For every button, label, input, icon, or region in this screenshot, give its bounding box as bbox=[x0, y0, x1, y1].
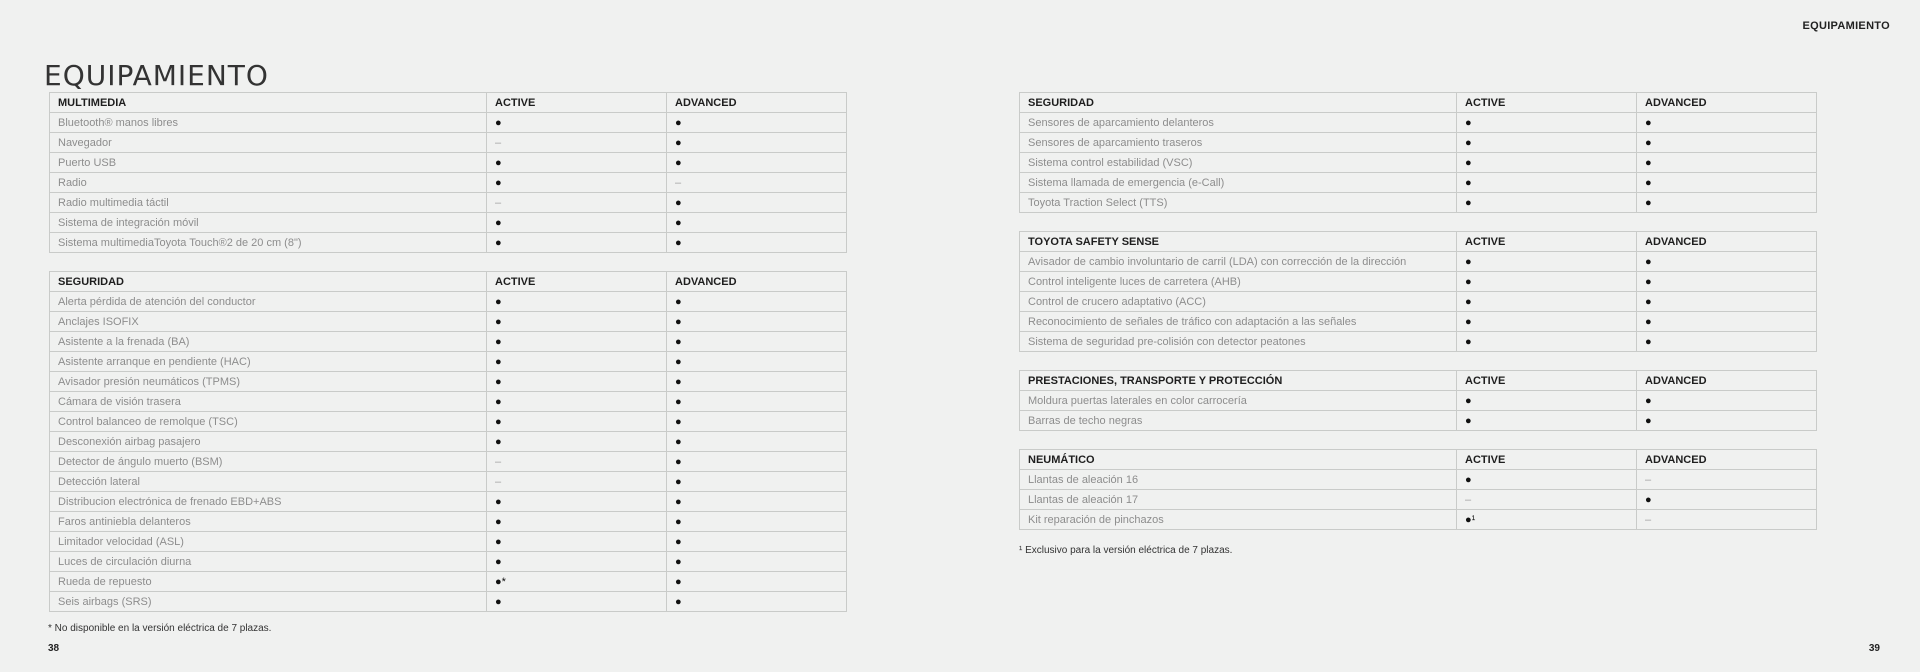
equipment-table bbox=[1019, 92, 1817, 213]
table-row bbox=[50, 452, 847, 472]
feature-name: Detección lateral bbox=[50, 472, 487, 492]
table-row bbox=[50, 213, 847, 233]
table-section-header: SEGURIDAD bbox=[50, 272, 487, 292]
table-row bbox=[1020, 490, 1817, 510]
table-column-header: ADVANCED bbox=[1637, 450, 1817, 470]
feature-name: Seis airbags (SRS) bbox=[50, 592, 487, 612]
active-availability: ● bbox=[487, 213, 667, 233]
feature-name: Avisador presión neumáticos (TPMS) bbox=[50, 372, 487, 392]
table-row bbox=[1020, 391, 1817, 411]
feature-name: Sistema llamada de emergencia (e-Call) bbox=[1020, 173, 1457, 193]
feature-name: Kit reparación de pinchazos bbox=[1020, 510, 1457, 530]
feature-name: Faros antiniebla delanteros bbox=[50, 512, 487, 532]
feature-name: Asistente arranque en pendiente (HAC) bbox=[50, 352, 487, 372]
feature-name: Toyota Traction Select (TTS) bbox=[1020, 193, 1457, 213]
advanced-availability: ● bbox=[1637, 133, 1817, 153]
feature-name: Control balanceo de remolque (TSC) bbox=[50, 412, 487, 432]
active-availability: ● bbox=[487, 432, 667, 452]
active-availability: – bbox=[487, 133, 667, 153]
active-availability: ● bbox=[1457, 292, 1637, 312]
active-availability: ● bbox=[1457, 332, 1637, 352]
active-availability: ●¹ bbox=[1457, 510, 1637, 530]
active-availability: – bbox=[487, 452, 667, 472]
advanced-availability: ● bbox=[667, 592, 847, 612]
advanced-availability: ● bbox=[667, 133, 847, 153]
advanced-availability: ● bbox=[667, 452, 847, 472]
feature-name: Navegador bbox=[50, 133, 487, 153]
advanced-availability: ● bbox=[667, 193, 847, 213]
table-row bbox=[50, 492, 847, 512]
active-availability: ● bbox=[487, 372, 667, 392]
table-section-header: TOYOTA SAFETY SENSE bbox=[1020, 232, 1457, 252]
equipment-table bbox=[49, 92, 847, 253]
advanced-availability: – bbox=[1637, 510, 1817, 530]
feature-name: Control inteligente luces de carretera (AHB) bbox=[1020, 272, 1457, 292]
advanced-availability: ● bbox=[1637, 193, 1817, 213]
active-availability: ● bbox=[1457, 173, 1637, 193]
active-availability: ● bbox=[487, 512, 667, 532]
advanced-availability: ● bbox=[1637, 490, 1817, 510]
feature-name: Sensores de aparcamiento delanteros bbox=[1020, 113, 1457, 133]
table-column-header: ADVANCED bbox=[1637, 371, 1817, 391]
table-row bbox=[50, 193, 847, 213]
table-column-header: ACTIVE bbox=[1457, 450, 1637, 470]
table-section-header: SEGURIDAD bbox=[1020, 93, 1457, 113]
active-availability: ● bbox=[487, 532, 667, 552]
table-column-header: ADVANCED bbox=[667, 93, 847, 113]
active-availability: ● bbox=[487, 233, 667, 253]
left-page-tables bbox=[49, 92, 846, 630]
active-availability: ● bbox=[487, 332, 667, 352]
table-header-row bbox=[1020, 450, 1817, 470]
feature-name: Radio bbox=[50, 173, 487, 193]
table-row bbox=[50, 392, 847, 412]
active-availability: ● bbox=[487, 552, 667, 572]
table-section-header: NEUMÁTICO bbox=[1020, 450, 1457, 470]
feature-name: Desconexión airbag pasajero bbox=[50, 432, 487, 452]
table-row bbox=[50, 113, 847, 133]
active-availability: ● bbox=[1457, 153, 1637, 173]
table-header-row bbox=[1020, 232, 1817, 252]
page-number-right: 39 bbox=[1868, 643, 1880, 654]
advanced-availability: ● bbox=[667, 312, 847, 332]
advanced-availability: ● bbox=[1637, 173, 1817, 193]
table-row bbox=[50, 233, 847, 253]
active-availability: ●* bbox=[487, 572, 667, 592]
advanced-availability: ● bbox=[1637, 153, 1817, 173]
section-label: EQUIPAMIENTO bbox=[1802, 20, 1890, 32]
active-availability: ● bbox=[1457, 272, 1637, 292]
advanced-availability: ● bbox=[667, 153, 847, 173]
equipment-table bbox=[1019, 231, 1817, 352]
equipment-table bbox=[49, 271, 847, 612]
active-availability: ● bbox=[487, 412, 667, 432]
table-row bbox=[50, 592, 847, 612]
table-header-row bbox=[1020, 371, 1817, 391]
active-availability: ● bbox=[487, 312, 667, 332]
active-availability: ● bbox=[1457, 193, 1637, 213]
table-row bbox=[50, 572, 847, 592]
table-row bbox=[50, 372, 847, 392]
table-section-header: MULTIMEDIA bbox=[50, 93, 487, 113]
advanced-availability: ● bbox=[667, 213, 847, 233]
table-row bbox=[50, 332, 847, 352]
advanced-availability: ● bbox=[1637, 312, 1817, 332]
table-row bbox=[1020, 411, 1817, 431]
advanced-availability: ● bbox=[667, 332, 847, 352]
table-row bbox=[1020, 153, 1817, 173]
feature-name: Sistema control estabilidad (VSC) bbox=[1020, 153, 1457, 173]
feature-name: Rueda de repuesto bbox=[50, 572, 487, 592]
active-availability: – bbox=[487, 472, 667, 492]
table-row bbox=[50, 552, 847, 572]
table-header-row bbox=[1020, 93, 1817, 113]
feature-name: Cámara de visión trasera bbox=[50, 392, 487, 412]
advanced-availability: ● bbox=[667, 472, 847, 492]
table-column-header: ACTIVE bbox=[1457, 371, 1637, 391]
feature-name: Llantas de aleación 16 bbox=[1020, 470, 1457, 490]
active-availability: ● bbox=[1457, 411, 1637, 431]
active-availability: ● bbox=[487, 592, 667, 612]
advanced-availability: ● bbox=[1637, 292, 1817, 312]
active-availability: ● bbox=[1457, 312, 1637, 332]
equipment-table bbox=[1019, 370, 1817, 431]
table-column-header: ACTIVE bbox=[1457, 93, 1637, 113]
feature-name: Sistema de integración móvil bbox=[50, 213, 487, 233]
advanced-availability: ● bbox=[1637, 252, 1817, 272]
active-availability: ● bbox=[1457, 252, 1637, 272]
table-row bbox=[50, 133, 847, 153]
active-availability: ● bbox=[1457, 391, 1637, 411]
feature-name: Barras de techo negras bbox=[1020, 411, 1457, 431]
table-row bbox=[1020, 510, 1817, 530]
advanced-availability: ● bbox=[667, 432, 847, 452]
table-row bbox=[1020, 113, 1817, 133]
table-row bbox=[1020, 292, 1817, 312]
feature-name: Sistema multimediaToyota Touch®2 de 20 cm (8") bbox=[50, 233, 487, 253]
feature-name: Alerta pérdida de atención del conductor bbox=[50, 292, 487, 312]
table-row bbox=[50, 352, 847, 372]
advanced-availability: ● bbox=[667, 552, 847, 572]
active-availability: ● bbox=[487, 492, 667, 512]
advanced-availability: – bbox=[1637, 470, 1817, 490]
table-row bbox=[1020, 272, 1817, 292]
advanced-availability: ● bbox=[667, 572, 847, 592]
advanced-availability: ● bbox=[667, 113, 847, 133]
advanced-availability: – bbox=[667, 173, 847, 193]
table-row bbox=[1020, 332, 1817, 352]
advanced-availability: ● bbox=[1637, 391, 1817, 411]
table-row bbox=[50, 532, 847, 552]
advanced-availability: ● bbox=[667, 412, 847, 432]
equipment-table bbox=[1019, 449, 1817, 530]
feature-name: Anclajes ISOFIX bbox=[50, 312, 487, 332]
feature-name: Moldura puertas laterales en color carrocería bbox=[1020, 391, 1457, 411]
active-availability: ● bbox=[1457, 133, 1637, 153]
feature-name: Asistente a la frenada (BA) bbox=[50, 332, 487, 352]
table-row bbox=[50, 512, 847, 532]
table-column-header: ACTIVE bbox=[487, 93, 667, 113]
table-header-row bbox=[50, 272, 847, 292]
feature-name: Sistema de seguridad pre-colisión con detector peatones bbox=[1020, 332, 1457, 352]
table-row bbox=[50, 432, 847, 452]
feature-name: Reconocimiento de señales de tráfico con adaptación a las señales bbox=[1020, 312, 1457, 332]
advanced-availability: ● bbox=[1637, 272, 1817, 292]
table-row bbox=[50, 292, 847, 312]
table-row bbox=[1020, 133, 1817, 153]
feature-name: Limitador velocidad (ASL) bbox=[50, 532, 487, 552]
table-column-header: ADVANCED bbox=[1637, 232, 1817, 252]
active-availability: ● bbox=[1457, 113, 1637, 133]
active-availability: ● bbox=[487, 292, 667, 312]
feature-name: Avisador de cambio involuntario de carril (LDA) con corrección de la dirección bbox=[1020, 252, 1457, 272]
active-availability: – bbox=[487, 193, 667, 213]
advanced-availability: ● bbox=[667, 532, 847, 552]
feature-name: Sensores de aparcamiento traseros bbox=[1020, 133, 1457, 153]
table-row bbox=[1020, 470, 1817, 490]
active-availability: ● bbox=[487, 153, 667, 173]
page-number-left: 38 bbox=[48, 643, 60, 654]
active-availability: ● bbox=[487, 352, 667, 372]
table-row bbox=[1020, 312, 1817, 332]
feature-name: Bluetooth® manos libres bbox=[50, 113, 487, 133]
active-availability: ● bbox=[487, 173, 667, 193]
table-header-row bbox=[50, 93, 847, 113]
page-title: EQUIPAMIENTO bbox=[44, 58, 269, 92]
advanced-availability: ● bbox=[667, 492, 847, 512]
table-column-header: ACTIVE bbox=[487, 272, 667, 292]
table-column-header: ACTIVE bbox=[1457, 232, 1637, 252]
table-section-header: PRESTACIONES, TRANSPORTE Y PROTECCIÓN bbox=[1020, 371, 1457, 391]
feature-name: Llantas de aleación 17 bbox=[1020, 490, 1457, 510]
table-row bbox=[50, 173, 847, 193]
feature-name: Luces de circulación diurna bbox=[50, 552, 487, 572]
table-row bbox=[1020, 173, 1817, 193]
feature-name: Distribucion electrónica de frenado EBD+ABS bbox=[50, 492, 487, 512]
feature-name: Detector de ángulo muerto (BSM) bbox=[50, 452, 487, 472]
table-row bbox=[1020, 252, 1817, 272]
active-availability: ● bbox=[487, 392, 667, 412]
advanced-availability: ● bbox=[667, 512, 847, 532]
advanced-availability: ● bbox=[667, 372, 847, 392]
feature-name: Control de crucero adaptativo (ACC) bbox=[1020, 292, 1457, 312]
table-row bbox=[50, 153, 847, 173]
right-page-tables bbox=[1019, 92, 1816, 548]
table-column-header: ADVANCED bbox=[667, 272, 847, 292]
advanced-availability: ● bbox=[667, 352, 847, 372]
footnote-left: * No disponible en la versión eléctrica de 7 plazas. bbox=[48, 623, 272, 634]
table-row bbox=[50, 412, 847, 432]
footnote-right: ¹ Exclusivo para la versión eléctrica de 7 plazas. bbox=[1019, 545, 1233, 556]
advanced-availability: ● bbox=[667, 292, 847, 312]
feature-name: Radio multimedia táctil bbox=[50, 193, 487, 213]
active-availability: ● bbox=[1457, 470, 1637, 490]
active-availability: ● bbox=[487, 113, 667, 133]
advanced-availability: ● bbox=[667, 233, 847, 253]
feature-name: Puerto USB bbox=[50, 153, 487, 173]
table-row bbox=[50, 312, 847, 332]
advanced-availability: ● bbox=[1637, 332, 1817, 352]
table-row bbox=[50, 472, 847, 492]
active-availability: – bbox=[1457, 490, 1637, 510]
advanced-availability: ● bbox=[1637, 113, 1817, 133]
table-row bbox=[1020, 193, 1817, 213]
advanced-availability: ● bbox=[667, 392, 847, 412]
advanced-availability: ● bbox=[1637, 411, 1817, 431]
table-column-header: ADVANCED bbox=[1637, 93, 1817, 113]
